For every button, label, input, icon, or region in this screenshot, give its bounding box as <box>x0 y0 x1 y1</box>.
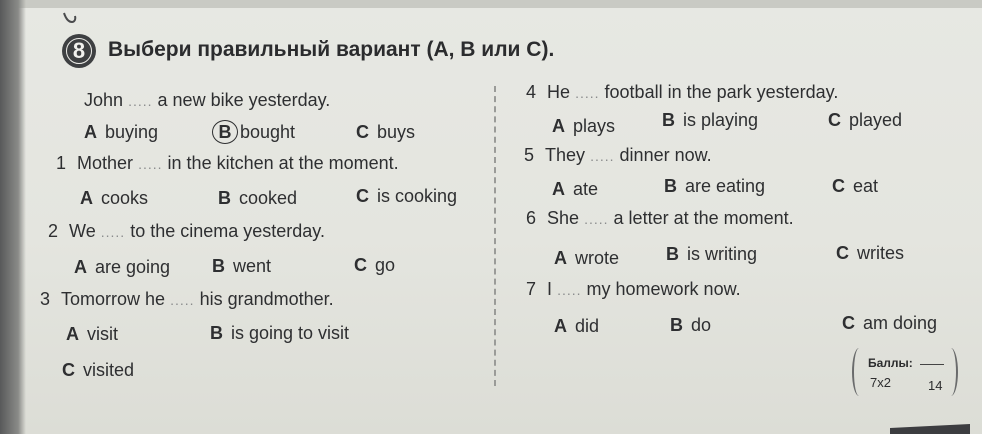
column-divider <box>494 86 496 386</box>
option-text: cooks <box>101 188 149 208</box>
option-text: is writing <box>687 244 758 264</box>
question-start: We <box>69 221 96 241</box>
question-end: football in the park yesterday. <box>604 82 839 102</box>
option-text: eat <box>853 176 879 196</box>
question-6 <box>526 208 794 229</box>
question-7 <box>526 279 741 300</box>
option-text: visited <box>83 360 135 380</box>
q6-option-a <box>554 248 619 269</box>
example-option-a <box>84 122 158 143</box>
q1-option-c <box>356 186 457 207</box>
q7-option-c <box>842 313 937 334</box>
answer-blank: ..... <box>100 224 126 240</box>
answer-blank: ..... <box>557 282 582 298</box>
score-box <box>852 348 958 398</box>
answer-blank: ..... <box>590 148 615 164</box>
score-max: 14 <box>928 378 943 393</box>
option-text: played <box>849 110 903 130</box>
option-text: am doing <box>863 313 938 333</box>
score-fraction-line <box>920 364 944 365</box>
question-4 <box>526 82 838 103</box>
page-edge-shadow <box>0 0 26 434</box>
option-text: visit <box>87 324 118 344</box>
option-text: are eating <box>685 176 766 196</box>
option-letter: A <box>552 179 565 199</box>
q6-option-c <box>836 243 904 264</box>
q3-option-a <box>66 324 118 345</box>
option-text: do <box>691 315 712 335</box>
q2-option-a <box>74 257 170 278</box>
q3-option-b <box>210 323 349 344</box>
question-2 <box>48 221 325 242</box>
q4-option-a <box>552 116 615 137</box>
question-number: 1 <box>56 153 67 173</box>
option-letter: A <box>554 316 567 336</box>
option-letter: C <box>832 176 845 196</box>
option-letter: B <box>666 244 679 264</box>
option-text: is cooking <box>377 186 458 206</box>
question-start: Tomorrow he <box>61 289 166 309</box>
option-letter: A <box>80 188 93 208</box>
checkmark-icon <box>60 10 82 32</box>
q5-option-b <box>664 176 765 197</box>
q5-option-c <box>832 176 878 197</box>
question-number: 3 <box>40 289 51 309</box>
q6-option-b <box>666 244 757 265</box>
q7-option-b <box>670 315 711 336</box>
circled-option-letter: B <box>212 120 238 144</box>
option-letter: C <box>356 122 369 142</box>
option-letter: B <box>218 188 231 208</box>
question-start: She <box>547 208 580 228</box>
example-option-b-circled <box>212 120 295 144</box>
option-letter: C <box>828 110 841 130</box>
option-text: is playing <box>683 110 759 130</box>
question-end: a letter at the moment. <box>613 208 794 228</box>
answer-blank: ..... <box>128 93 153 109</box>
score-multiplier: 7x2 <box>870 375 891 390</box>
option-letter: B <box>664 176 677 196</box>
option-text: bought <box>240 122 296 142</box>
option-letter: C <box>356 186 369 206</box>
option-letter: B <box>212 256 225 276</box>
q5-option-a <box>552 179 598 200</box>
question-1 <box>56 153 399 174</box>
answer-blank: ..... <box>138 156 163 172</box>
q3-option-c <box>62 360 134 381</box>
answer-blank: ..... <box>170 292 195 308</box>
option-letter: A <box>66 324 79 344</box>
question-end: in the kitchen at the moment. <box>167 153 399 173</box>
option-text: buys <box>377 122 416 142</box>
option-text: are going <box>95 257 171 277</box>
question-number: 7 <box>526 279 537 299</box>
option-text: did <box>575 316 600 336</box>
option-text: buying <box>105 122 159 142</box>
q2-option-c <box>354 255 395 276</box>
option-letter: A <box>84 122 97 142</box>
option-text: plays <box>573 116 616 136</box>
q7-option-a <box>554 316 599 337</box>
option-letter: C <box>836 243 849 263</box>
option-text: ate <box>573 179 599 199</box>
question-end: his grandmother. <box>199 289 334 309</box>
option-letter: A <box>552 116 565 136</box>
question-end: my homework now. <box>586 279 741 299</box>
page-top-edge <box>0 0 982 8</box>
option-text: writes <box>857 243 905 263</box>
answer-blank: ..... <box>575 85 600 101</box>
question-5 <box>524 145 712 166</box>
exercise-title: Выбери правильный вариант (A, B или C). <box>108 38 555 61</box>
question-number: 4 <box>526 82 537 102</box>
question-number: 6 <box>526 208 537 228</box>
question-start: I <box>547 279 553 299</box>
example-question <box>84 90 330 111</box>
option-text: wrote <box>575 248 620 268</box>
q1-option-b <box>218 188 297 209</box>
answer-blank: ..... <box>584 211 609 227</box>
q2-option-b <box>212 256 271 277</box>
question-number: 5 <box>524 145 535 165</box>
question-end: dinner now. <box>619 145 712 165</box>
exercise-number: 8 <box>72 38 86 63</box>
option-text: go <box>375 255 396 275</box>
q4-option-c <box>828 110 902 131</box>
option-text: cooked <box>239 188 298 208</box>
option-text: is going to visit <box>231 323 350 343</box>
question-start: He <box>547 82 571 102</box>
question-end: a new bike yesterday. <box>157 90 331 110</box>
q4-option-b <box>662 110 758 131</box>
option-text: went <box>233 256 272 276</box>
option-letter: A <box>554 248 567 268</box>
score-right-bracket <box>944 348 958 396</box>
next-page-edge <box>890 424 970 434</box>
question-start: John <box>84 90 124 110</box>
option-letter: B <box>670 315 683 335</box>
exercise-number-badge <box>62 34 96 68</box>
option-letter: B <box>662 110 675 130</box>
q1-option-a <box>80 188 148 209</box>
question-start: Mother <box>77 153 134 173</box>
option-letter: A <box>74 257 87 277</box>
question-number: 2 <box>48 221 59 241</box>
example-option-c <box>356 122 415 143</box>
option-letter: C <box>62 360 75 380</box>
option-letter: C <box>354 255 367 275</box>
score-left-bracket <box>852 348 866 396</box>
question-3 <box>40 289 334 310</box>
question-start: They <box>545 145 586 165</box>
option-letter: C <box>842 313 855 333</box>
score-label: Баллы: <box>868 356 913 370</box>
question-end: to the cinema yesterday. <box>130 221 325 241</box>
option-letter: B <box>210 323 223 343</box>
